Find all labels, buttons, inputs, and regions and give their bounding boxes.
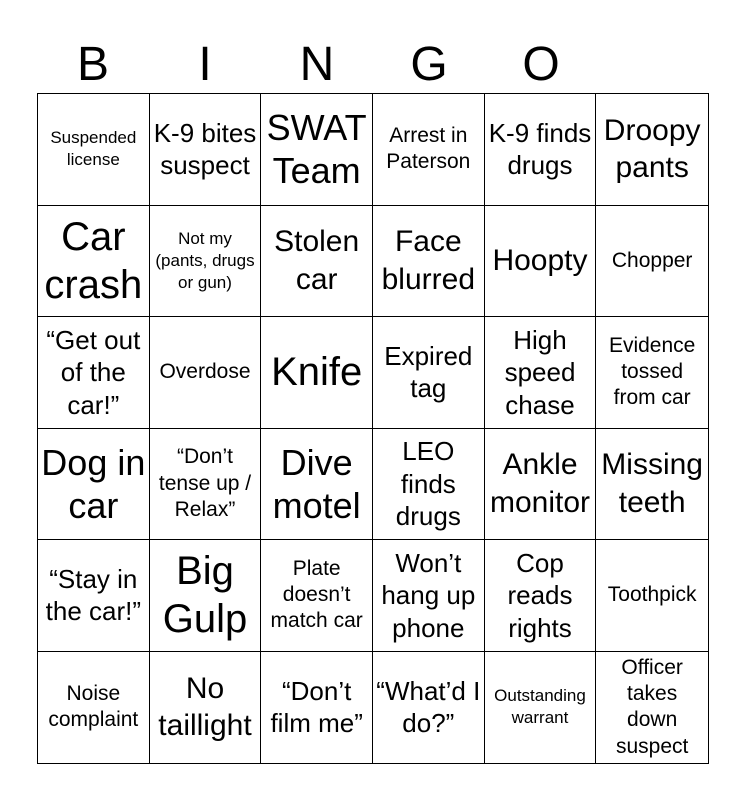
bingo-cell[interactable]: Dive motel — [261, 429, 373, 541]
bingo-cell[interactable]: Plate doesn’t match car — [261, 540, 373, 652]
bingo-cell[interactable]: K-9 finds drugs — [485, 94, 597, 206]
bingo-cell[interactable]: Missing teeth — [596, 429, 708, 541]
header-letter-b: B — [76, 38, 109, 91]
bingo-cell[interactable]: Ankle monitor — [485, 429, 597, 541]
bingo-cell[interactable]: Chopper — [596, 206, 708, 318]
header-letter-n: N — [299, 38, 335, 91]
bingo-cell[interactable]: “What’d I do?” — [373, 652, 485, 764]
bingo-cell[interactable]: Big Gulp — [150, 540, 262, 652]
bingo-cell[interactable]: Cop reads rights — [485, 540, 597, 652]
bingo-cell[interactable]: No taillight — [150, 652, 262, 764]
bingo-cell[interactable]: Knife — [261, 317, 373, 429]
bingo-cell[interactable]: High speed chase — [485, 317, 597, 429]
bingo-cell[interactable]: K-9 bites suspect — [150, 94, 262, 206]
bingo-cell[interactable]: “Get out of the car!” — [38, 317, 150, 429]
bingo-cell[interactable]: Droopy pants — [596, 94, 708, 206]
header-letter-i: I — [198, 38, 212, 91]
bingo-cell[interactable]: Car crash — [38, 206, 150, 318]
header-letter-g: G — [410, 38, 448, 91]
bingo-cell[interactable]: LEO finds drugs — [373, 429, 485, 541]
bingo-cell[interactable]: Evidence tossed from car — [596, 317, 708, 429]
bingo-cell[interactable]: Stolen car — [261, 206, 373, 318]
bingo-cell[interactable]: “Stay in the car!” — [38, 540, 150, 652]
bingo-cell[interactable]: Arrest in Paterson — [373, 94, 485, 206]
bingo-cell[interactable]: Suspended license — [38, 94, 150, 206]
bingo-cell[interactable]: Outstanding warrant — [485, 652, 597, 764]
header-letter-blank — [597, 36, 709, 94]
bingo-cell[interactable]: Toothpick — [596, 540, 708, 652]
bingo-cell[interactable]: Face blurred — [373, 206, 485, 318]
bingo-cell[interactable]: SWAT Team — [261, 94, 373, 206]
bingo-header — [37, 36, 709, 94]
bingo-cell[interactable]: Hoopty — [485, 206, 597, 318]
bingo-cell[interactable]: Dog in car — [38, 429, 150, 541]
bingo-cell[interactable]: “Don’t tense up / Relax” — [150, 429, 262, 541]
bingo-cell[interactable]: Expired tag — [373, 317, 485, 429]
bingo-cell[interactable]: Not my (pants, drugs or gun) — [150, 206, 262, 318]
bingo-cell[interactable]: “Don’t film me” — [261, 652, 373, 764]
bingo-cell[interactable]: Noise complaint — [38, 652, 150, 764]
bingo-card — [37, 93, 709, 764]
header-letter-o: O — [522, 38, 560, 91]
bingo-cell[interactable]: Officer takes down suspect — [615, 655, 689, 758]
bingo-cell[interactable]: Overdose — [150, 317, 262, 429]
bingo-cell[interactable]: Won’t hang up phone — [373, 540, 485, 652]
